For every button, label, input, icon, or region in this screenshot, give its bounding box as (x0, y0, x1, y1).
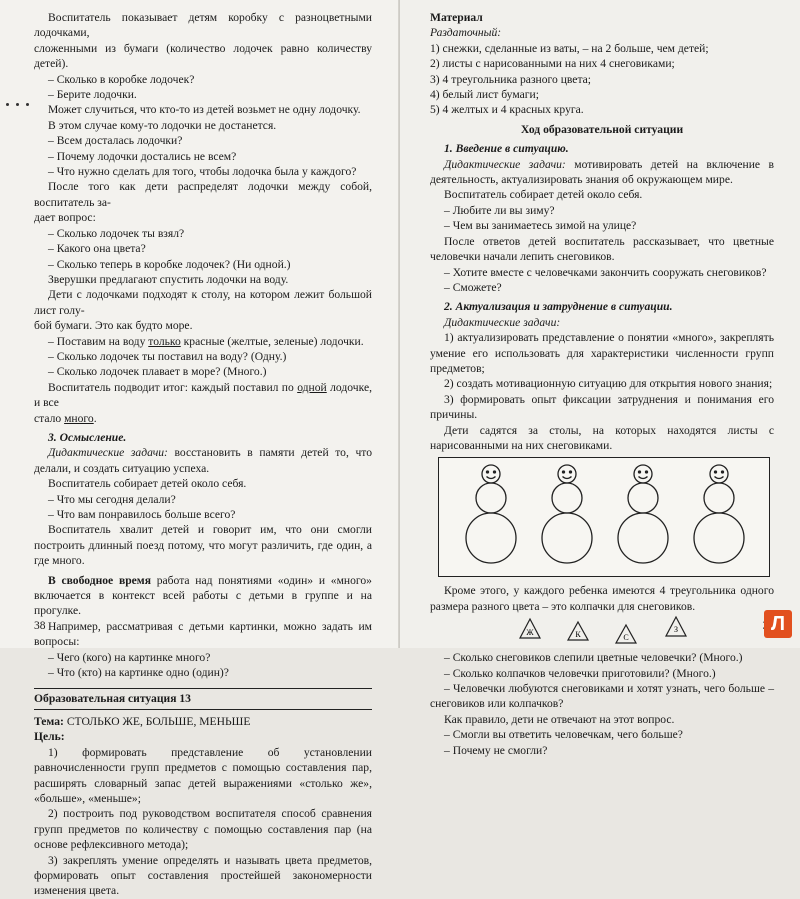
text-line: – Любите ли вы зиму? (444, 203, 555, 217)
hat-letter: З (673, 625, 679, 635)
free-time-paragraph: В свободное время работа над понятиями «один» и «много» включается в контекст всей работы с детьми в группе и на прогулке. (34, 573, 372, 618)
text-line: – Человечки любуются снеговиками и хотят узнать, чего больше – снеговиков или колпачков? (430, 682, 774, 711)
material-item: 3) 4 треугольника разного цвета; (430, 72, 592, 86)
text-line: – Берите лодочки. (48, 88, 137, 102)
left-text-column (34, 10, 372, 899)
text-line: – Сколько теперь в коробке лодочек? (Ни одной.) (48, 257, 291, 271)
margin-dot (16, 103, 19, 106)
text-line: После ответов детей воспитатель рассказывает, что цветные человечки начали лепить снеговиков. (430, 234, 774, 264)
handout-label: Раздаточный: (430, 26, 502, 40)
text-line: Дети с лодочками подходят к столу, на котором лежит большой лист голу- (34, 288, 372, 317)
text-line: В этом случае кому-то лодочки не достанется. (48, 118, 277, 132)
material-item: 4) белый лист бумаги; (430, 88, 539, 102)
text-line: – Чем вы занимаетесь зимой на улице? (444, 219, 637, 233)
situation-title: Образовательная ситуация 13 (34, 688, 372, 709)
text-line: – Хотите вместе с человечками закончить сооружать снеговиков? (444, 265, 767, 279)
text-line: – Что нужно сделать для того, чтобы лодочка была у каждого? (48, 165, 357, 179)
theme-line: Тема: СТОЛЬКО ЖЕ, БОЛЬШЕ, МЕНЬШЕ (34, 714, 251, 728)
text-line: дает вопрос: (34, 211, 96, 225)
hat-letter: С (623, 633, 629, 643)
text-line: стало много. (34, 411, 97, 425)
margin-dot (26, 103, 29, 106)
snowman (542, 465, 592, 563)
text-line: – Сколько колпачков человечки приготовили? (Много.) (444, 666, 716, 680)
material-item: 2) листы с нарисованными на них 4 снеговиками; (430, 57, 675, 71)
snowman (694, 465, 744, 563)
text-line: Зверушки предлагают спустить лодочки на воду. (48, 272, 289, 286)
text-line: сложенными из бумаги (количество лодочек равно количеству детей). (34, 41, 372, 71)
underlined-word: только (148, 334, 181, 348)
goal-item: 3) закреплять умение определять и называть цвета предметов, формировать опыт составления простейшей закономерности изменения цвета. (34, 853, 372, 898)
section-2-title: 2. Актуализация и затруднение в ситуации. (444, 300, 673, 314)
text-line: Как правило, дети не отвечают на этот вопрос. (444, 712, 675, 726)
section-2-task-label: Дидактические задачи: (444, 315, 561, 329)
page-number: 38 (34, 620, 46, 632)
goal-label: Цель: (34, 730, 65, 744)
text-line: – Сколько в коробке лодочек? (48, 72, 195, 86)
text-line: – Что (кто) на картинке одно (один)? (48, 666, 229, 680)
text-line: бой бумаги. Это как будто море. (34, 319, 193, 333)
text-line: – Чего (кого) на картинке много? (48, 650, 211, 664)
text-line: – Какого она цвета? (48, 242, 146, 256)
text-line: Воспитатель собирает детей около себя. (444, 188, 643, 202)
left-page (0, 0, 400, 898)
snowman (466, 465, 516, 563)
snowmen-figure (438, 457, 770, 577)
task-item: 1) актуализировать представление о понятии «много», закреплять умение его использовать для характеристики численности групп предметов; (430, 331, 774, 375)
text-line: – Почему не смогли? (444, 743, 548, 757)
text-line: – Сколько лодочек плавает в море? (Много.) (48, 365, 267, 379)
task-item: 3) формировать опыт фиксации затруднения и понимания его причины. (430, 392, 774, 422)
publisher-logo: Л (764, 610, 792, 638)
text-line: – Сколько снеговиков слепили цветные человечки? (Много.) (444, 651, 743, 665)
text-line: – Что вам понравилось больше всего? (48, 508, 236, 521)
text-line: – Смогли вы ответить человечкам, чего больше? (444, 728, 683, 742)
hats-row (430, 616, 774, 644)
text-line: Может случиться, что кто-то из детей возьмет не одну лодочку. (48, 103, 361, 117)
material-item: 5) 4 желтых и 4 красных круга. (430, 103, 584, 117)
text-line: – Что мы сегодня делали? (48, 492, 176, 506)
text-line: Например, рассматривая с детьми картинки, можно задать им вопросы: (34, 619, 372, 649)
section-1-task: Дидактические задачи: мотивировать детей на включение в деятельность, актуализировать знания об окружающем мире. (430, 157, 774, 187)
goal-item: 1) формировать представление об установлении равночисленности групп предметов с помощью составления пар, расширять словарный запас детей выражениями «столько же», «больше», «меньше»; (34, 745, 372, 805)
material-title: Материал (430, 11, 483, 24)
course-title: Ход образовательной ситуации (520, 122, 684, 136)
goal-item: 2) построить под руководством воспитателя способ сравнения групп предметов по количеству с помощью составления пар (на основе рефлексивного метода); (34, 807, 372, 852)
triangle-hats (430, 616, 774, 644)
text-line: – Всем досталась лодочки? (48, 134, 183, 148)
margin-dot (6, 103, 9, 106)
section-1-title: 1. Введение в ситуацию. (444, 142, 569, 156)
underlined-word: одной (297, 380, 327, 394)
text-line: После того как дети распределят лодочки между собой, воспитатель за- (34, 180, 372, 209)
snowmen-drawing (439, 458, 769, 576)
text-line: – Поставим на воду только красные (желтые, зеленые) лодочки. (48, 334, 364, 348)
text-line: Дети садятся за столы, на которых находятся листы с нарисованными на них снеговиками. (430, 423, 774, 452)
right-text-column (430, 10, 774, 758)
text-line: Кроме этого, у каждого ребенка имеются 4 треугольника одного размера разного цвета – это колпачки для снеговиков. (430, 584, 774, 613)
text-line: Воспитатель хвалит детей и говорит им, что они смогли построить длинный поезд потому, что могут различить, где один, а где много. (34, 523, 372, 568)
text-line: Воспитатель показывает детям коробку с разноцветными лодочками, (34, 11, 372, 40)
material-item: 1) снежки, сделанные из ваты, – на 2 больше, чем детей; (430, 41, 709, 55)
section-3-title: 3. Осмысление. (48, 430, 127, 444)
text-line: Воспитатель подводит итог: каждый поставил по одной лодочке, и все (34, 380, 372, 410)
text-line: – Сколько лодочек ты взял? (48, 226, 185, 240)
text-line: – Сколько лодочек ты поставил на воду? (Одну.) (48, 349, 287, 363)
text-line: – Почему лодочки достались не всем? (48, 149, 237, 163)
section-3-task: Дидактические задачи: восстановить в памяти детей то, что делали, и создать ситуацию успеха. (34, 446, 372, 475)
snowman (618, 465, 668, 563)
hat-letter: Ж (526, 628, 534, 638)
underlined-word: много (64, 411, 94, 425)
task-item: 2) создать мотивационную ситуацию для открытия нового знания; (444, 377, 773, 391)
text-line: – Сможете? (444, 280, 502, 294)
right-page (400, 0, 800, 757)
hat-letter: К (575, 630, 581, 640)
text-line: Воспитатель собирает детей около себя. (48, 477, 247, 491)
